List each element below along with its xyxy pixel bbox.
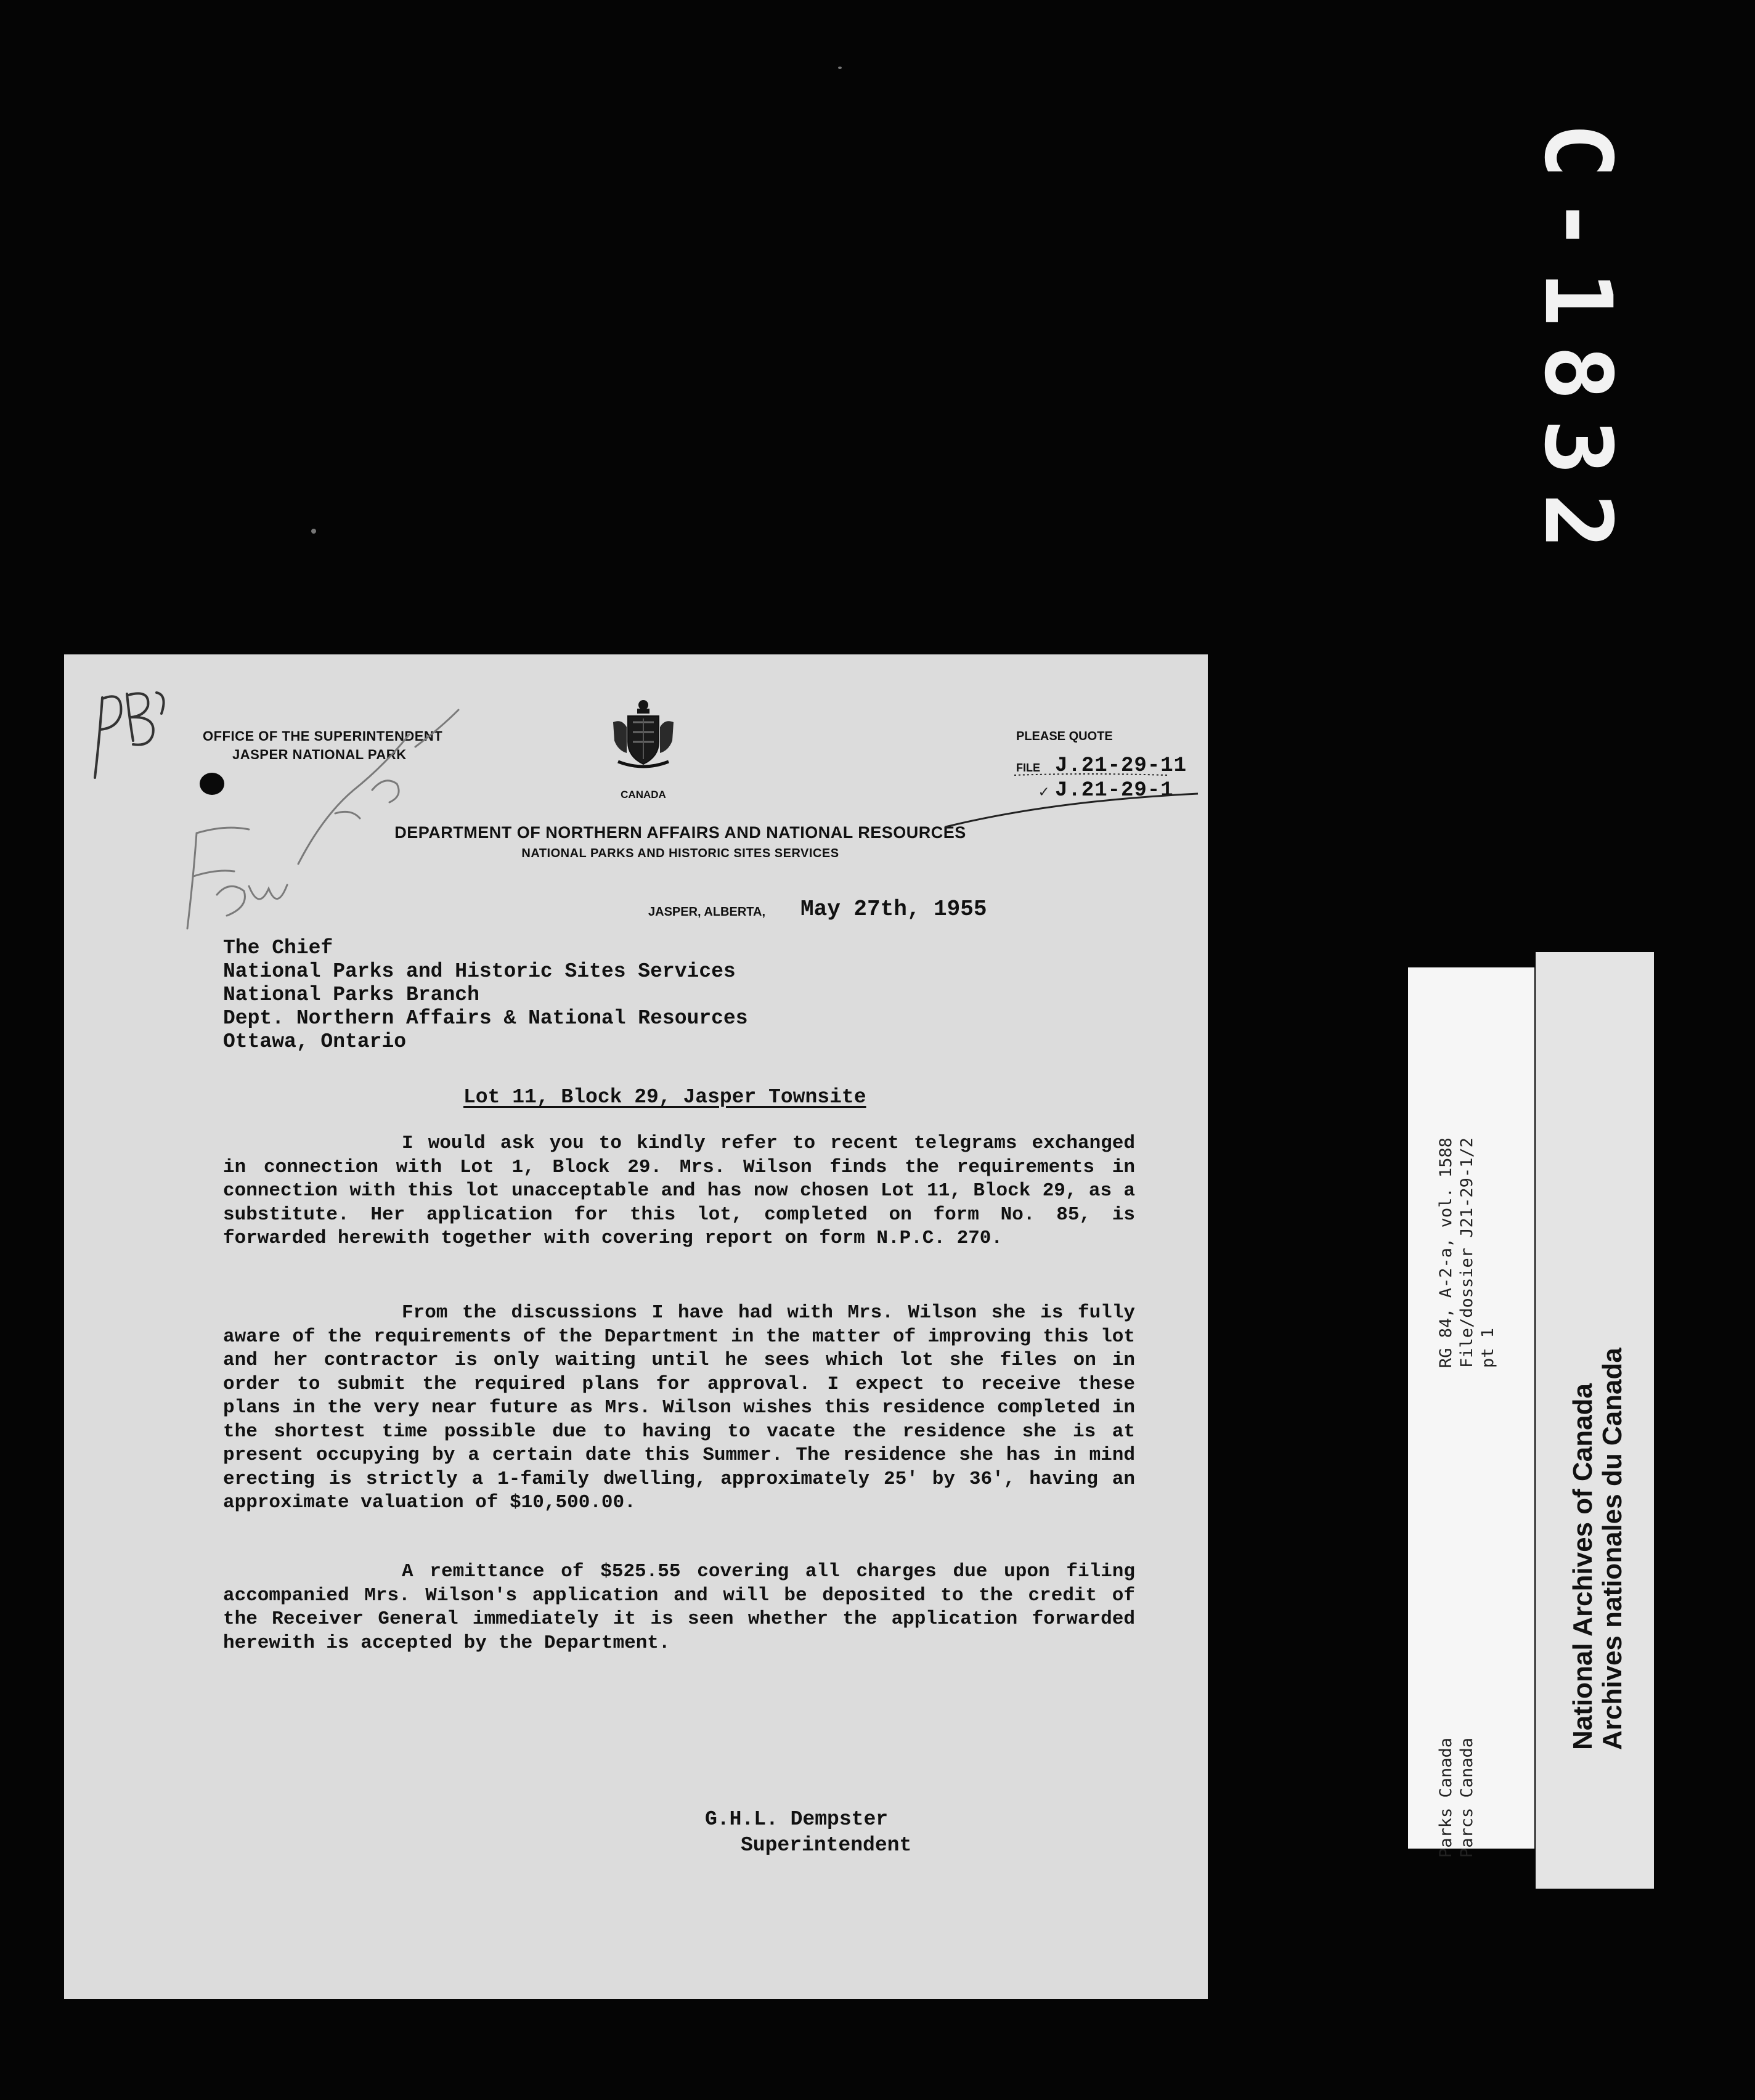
archives-label-en: National Archives of Canada (1568, 1383, 1598, 1750)
signatory-name: G.H.L. Dempster (705, 1808, 889, 1831)
signatory-title: Superintendent (741, 1834, 912, 1857)
please-quote-label: PLEASE QUOTE (1016, 730, 1113, 743)
addressee-line: Ottawa, Ontario (223, 1030, 407, 1053)
letter-page (64, 654, 1208, 1999)
handwritten-initials-mark (95, 693, 164, 778)
office-line-1: OFFICE OF THE SUPERINTENDENT (203, 728, 443, 744)
addressee-line: National Parks Branch (223, 983, 479, 1006)
service-subtitle: NATIONAL PARKS AND HISTORIC SITES SERVICES (521, 847, 839, 860)
archive-ref-line-2: File/dossier J21-29-1/2 (1457, 1138, 1476, 1368)
check-mark-icon: ✓ (1039, 783, 1049, 802)
file-label: FILE (1016, 762, 1040, 774)
film-speck (311, 529, 316, 534)
file-number-secondary: J.21-29-1 (1055, 779, 1174, 802)
archive-ref-line-1: RG 84, A-2-a, vol. 1588 (1436, 1138, 1456, 1368)
place-label: JASPER, ALBERTA, (648, 905, 766, 919)
film-speck (838, 67, 842, 69)
addressee-block (223, 937, 748, 1054)
signature-block (705, 1807, 911, 1858)
addressee-line: The Chief (223, 937, 333, 959)
subject-line: Lot 11, Block 29, Jasper Townsite (463, 1086, 866, 1109)
office-heading (203, 727, 442, 764)
department-title: DEPARTMENT OF NORTHERN AFFAIRS AND NATIONAL RESOURCES (394, 823, 966, 842)
letter-date: May 27th, 1955 (800, 897, 987, 922)
file-number-primary: J.21-29-11 (1055, 754, 1187, 778)
ink-blot (200, 773, 224, 795)
archives-label-text (1568, 1348, 1627, 1750)
archive-ref-line-3: pt 1 (1478, 1327, 1497, 1368)
parks-canada-en: Parks Canada (1436, 1737, 1456, 1858)
coat-of-arms-icon (609, 698, 677, 771)
addressee-line: Dept. Northern Affairs & National Resources (223, 1007, 748, 1030)
parks-canada-text (1436, 1738, 1478, 1858)
body-paragraph-1: I would ask you to kindly refer to recent telegrams exchanged in connection with Lot 1, Block 29. Mrs. Wilson finds the requirements in connection with this lot unacceptable and has now chosen Lot 11, Block 29, as a substitute. Her application for this lot, completed on form No. 85, is forwarded herewith together with covering report on form N.P.C. 270. (223, 1133, 1135, 1249)
archive-reference-text (1436, 1138, 1499, 1368)
reel-number (1504, 37, 1651, 653)
archive-reference-strip (1408, 967, 1534, 1849)
body-paragraph-2: From the discussions I have had with Mrs. Wilson she is fully aware of the requirements of the Department in the matter of improving this lot and her contractor is only waiting until he sees which lot she files on in order to submit the required plans for approval. I expect to receive these plans in the very near future as Mrs. Wilson wishes this residence completed in the shortest time possible due to having to vacate the residence she is at present occupying by a certain date this Summer. The residence she has in mind erecting is strictly a 1-family dwelling, approximately 25' by 36', having an approximate valuation of $10,500.00. (223, 1302, 1135, 1513)
reel-number-text: C-1832 (1524, 123, 1632, 568)
body-paragraph-3: A remittance of $525.55 covering all charges due upon filing accompanied Mrs. Wilson's application and will be deposited to the credit of the Receiver General immediately it is seen whether the application forwarded herewith is accepted by the Department. (223, 1561, 1135, 1654)
addressee-line: National Parks and Historic Sites Services (223, 960, 736, 983)
archives-label-fr: Archives nationales du Canada (1597, 1348, 1627, 1750)
office-line-2: JASPER NATIONAL PARK (232, 747, 407, 762)
parks-canada-fr: Parcs Canada (1457, 1737, 1476, 1858)
crest-label: CANADA (621, 789, 666, 800)
